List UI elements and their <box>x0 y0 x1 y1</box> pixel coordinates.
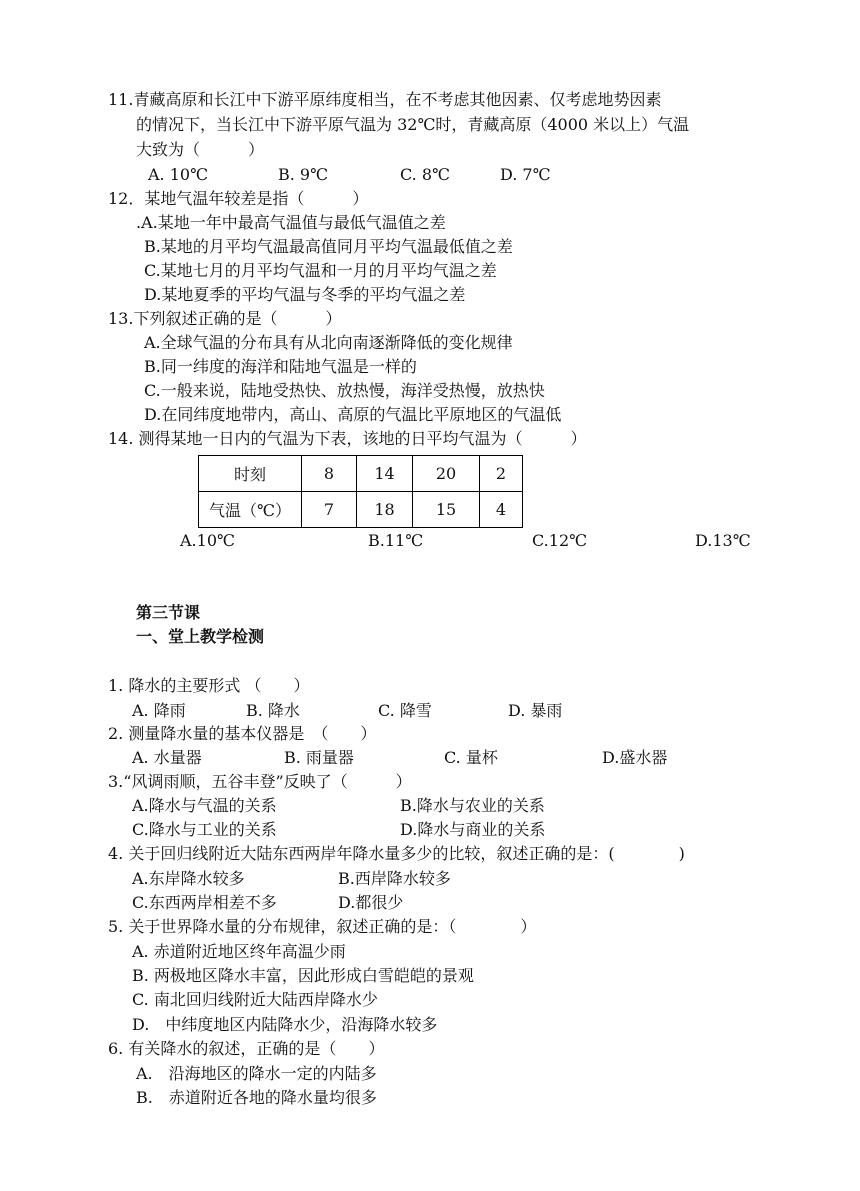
q13-stem: 13.下列叙述正确的是（ ） <box>108 309 342 328</box>
q11-option-c: C. 8℃ <box>400 165 450 184</box>
section-title: 第三节课 <box>136 603 201 622</box>
p3-option-b: B.降水与农业的关系 <box>400 796 545 815</box>
q13-option-d: D.在同纬度地带内，高山、高原的气温比平原地区的气温低 <box>144 405 562 424</box>
q14-option-a: A.10℃ <box>180 531 235 550</box>
q12-stem: 12．某地气温年较差是指（ ） <box>108 189 369 208</box>
table-cell: 气温（℃） <box>199 492 302 528</box>
q14-option-c: C.12℃ <box>532 531 588 550</box>
p6-option-a: A. 沿海地区的降水一定的内陆多 <box>136 1064 377 1083</box>
p1-option-b: B. 降水 <box>246 701 300 720</box>
table-cell: 18 <box>357 492 413 528</box>
p1-option-d: D. 暴雨 <box>508 701 563 720</box>
p5-option-d: D. 中纬度地区内陆降水少，沿海降水较多 <box>132 1015 438 1034</box>
temperature-table <box>198 455 523 528</box>
q14-option-b: B.11℃ <box>368 531 424 550</box>
table-row <box>199 456 523 492</box>
p1-option-c: C. 降雪 <box>378 701 432 720</box>
p2-option-d: D.盛水器 <box>602 748 668 767</box>
p5-option-b: B. 两极地区降水丰富，因此形成白雪皑皑的景观 <box>132 966 474 985</box>
p5-option-a: A. 赤道附近地区终年高温少雨 <box>132 942 346 961</box>
p2-stem: 2. 测量降水量的基本仪器是 （ ） <box>108 724 377 743</box>
q13-option-a: A.全球气温的分布具有从北向南逐渐降低的变化规律 <box>144 333 513 352</box>
table-cell: 7 <box>302 492 357 528</box>
table-cell: 14 <box>357 456 413 492</box>
table-cell: 8 <box>302 456 357 492</box>
q11-line3: 大致为（ ） <box>136 140 265 159</box>
q11-line2: 的情况下，当长江中下游平原气温为 32℃时，青藏高原（4000 米以上）气温 <box>136 115 690 134</box>
q11-option-b: B. 9℃ <box>278 165 329 184</box>
p3-option-d: D.降水与商业的关系 <box>400 820 546 839</box>
q12-option-b: B.某地的月平均气温最高值同月平均气温最低值之差 <box>144 237 513 256</box>
q11-line1: 11.青藏高原和长江中下游平原纬度相当，在不考虑其他因素、仅考虑地势因素 <box>108 90 662 109</box>
p2-option-b: B. 雨量器 <box>284 748 354 767</box>
q12-option-c: C.某地七月的月平均气温和一月的月平均气温之差 <box>144 261 497 280</box>
table-cell: 15 <box>413 492 480 528</box>
table-row <box>199 492 523 528</box>
p4-option-d: D.都很少 <box>338 893 404 912</box>
q12-option-a: .A.某地一年中最高气温值与最低气温值之差 <box>136 213 446 232</box>
p4-option-b: B.西岸降水较多 <box>338 869 451 888</box>
p1-option-a: A. 降雨 <box>132 701 186 720</box>
p3-option-c: C.降水与工业的关系 <box>132 820 277 839</box>
p4-option-c: C.东西两岸相差不多 <box>132 893 277 912</box>
p3-option-a: A.降水与气温的关系 <box>132 796 277 815</box>
q14-stem: 14. 测得某地一日内的气温为下表，该地的日平均气温为（ ） <box>108 429 587 448</box>
p1-stem: 1. 降水的主要形式 （ ） <box>108 676 310 695</box>
p5-option-c: C. 南北回归线附近大陆西岸降水少 <box>132 990 378 1009</box>
table-cell: 时刻 <box>199 456 302 492</box>
p2-option-c: C. 量杯 <box>444 748 498 767</box>
p2-option-a: A. 水量器 <box>132 748 202 767</box>
p5-stem: 5. 关于世界降水量的分布规律，叙述正确的是：（ ） <box>108 917 537 936</box>
q11-option-a: A. 10℃ <box>148 165 208 184</box>
table-cell: 20 <box>413 456 480 492</box>
p4-option-a: A.东岸降水较多 <box>132 869 245 888</box>
q13-option-c: C.一般来说，陆地受热快、放热慢，海洋受热慢，放热快 <box>144 381 545 400</box>
table-cell: 4 <box>480 492 523 528</box>
p3-stem: 3.“风调雨顺，五谷丰登”反映了（ ） <box>108 772 412 791</box>
p6-option-b: B. 赤道附近各地的降水量均很多 <box>136 1088 377 1107</box>
p6-stem: 6. 有关降水的叙述，正确的是（ ） <box>108 1039 385 1058</box>
q13-option-b: B.同一纬度的海洋和陆地气温是一样的 <box>144 357 417 376</box>
q11-option-d: D. 7℃ <box>500 165 551 184</box>
section-subtitle: 一、堂上教学检测 <box>136 627 265 646</box>
q12-option-d: D.某地夏季的平均气温与冬季的平均气温之差 <box>144 285 466 304</box>
p4-stem: 4. 关于回归线附近大陆东西两岸年降水量多少的比较，叙述正确的是：( ) <box>108 844 685 863</box>
q14-option-d: D.13℃ <box>695 531 751 550</box>
table-cell: 2 <box>480 456 523 492</box>
